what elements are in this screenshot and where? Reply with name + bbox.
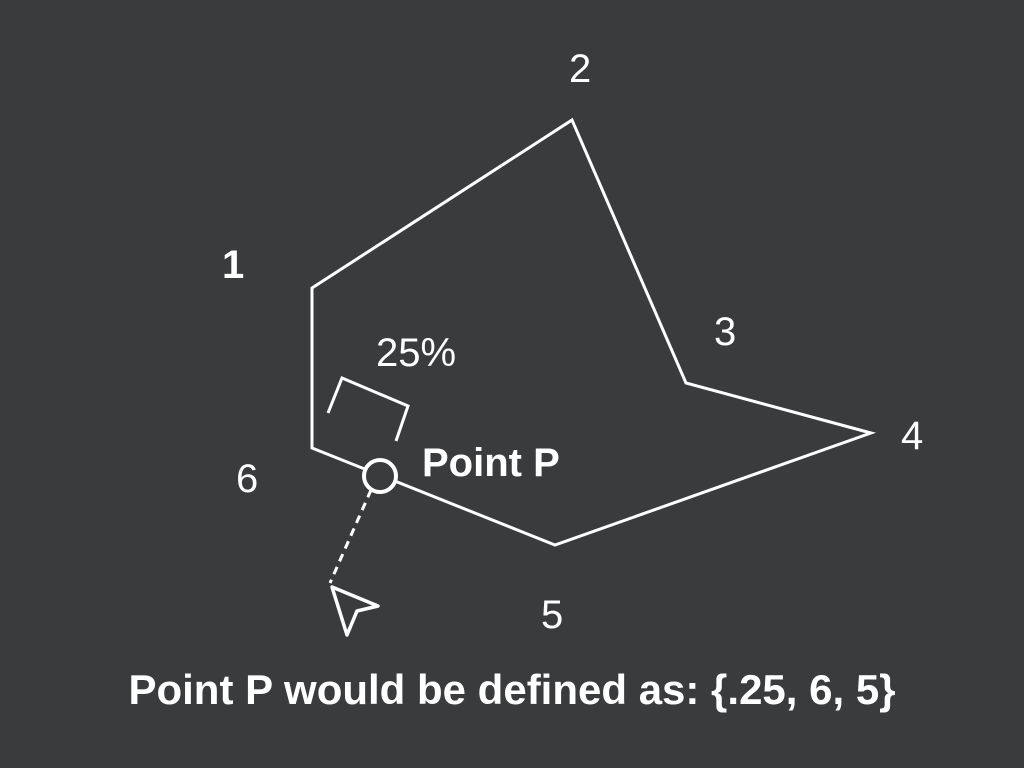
vertex-label-1: 1: [222, 243, 245, 287]
point-circle-icon[interactable]: [364, 460, 396, 492]
vertex-label-4: 4: [901, 414, 924, 458]
vertex-label-3: 3: [714, 310, 737, 354]
vertex-label-6: 6: [236, 457, 259, 501]
vertex-label-5: 5: [541, 593, 564, 637]
vertex-label-2: 2: [569, 47, 592, 91]
point-label: Point P: [422, 441, 560, 485]
caption-text: Point P would be defined as: {.25, 6, 5}: [128, 666, 896, 713]
cursor-arrow-icon: [332, 587, 378, 635]
measure-bracket-icon: [328, 378, 408, 441]
drag-guide-line: [330, 490, 371, 583]
edge-fraction-label: 25%: [376, 331, 457, 375]
